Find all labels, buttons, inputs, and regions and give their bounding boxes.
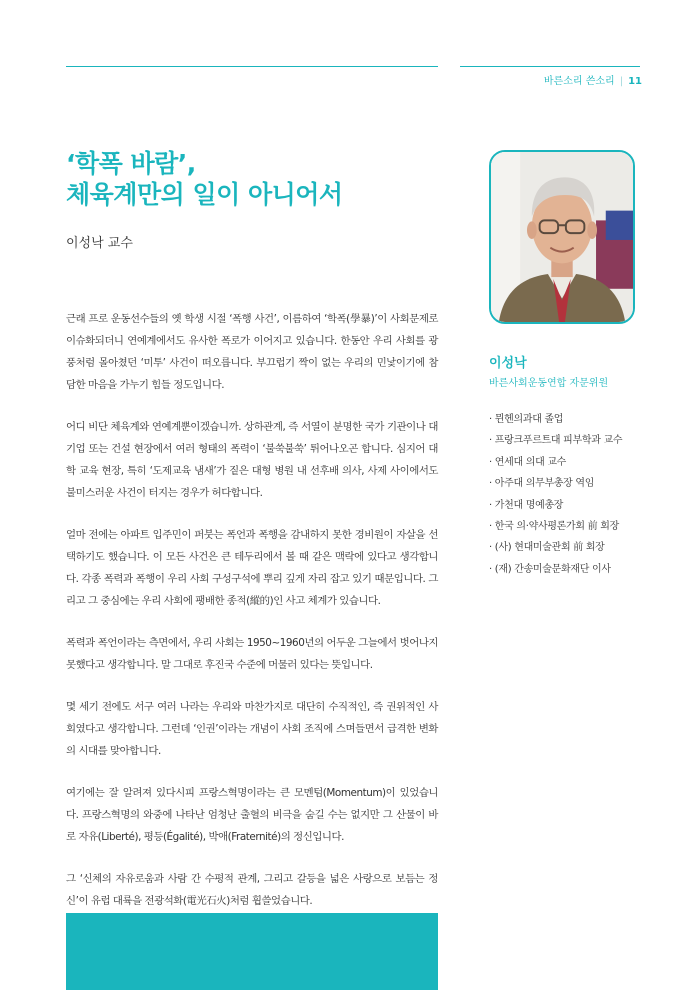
paragraph-4: 폭력과 폭언이라는 측면에서, 우리 사회는 1950~1960년의 어두운 그늘에서 벗어나지 못했다고 생각합니다. 말 그대로 후진국 수준에 머물러 있다는 뜻입니다.: [66, 637, 438, 671]
career-item: · 프랑크푸르트대 피부학과 교수: [489, 430, 689, 451]
section-label: 바른소리 쓴소리: [543, 76, 615, 87]
page-number: 11: [628, 76, 642, 87]
title-line-2: 체육계만의 일이 아니어서: [66, 180, 343, 209]
running-header: [544, 72, 642, 87]
career-item: · 연세대 의대 교수: [489, 452, 689, 473]
paragraph-7: 그 ‘신체의 자유로움과 사람 간 수평적 관계, 그리고 갈등을 넓은 사랑으로 보듬는 정신’이 유럽 대륙을 전광석화(電光石火)처럼 휩쓸었습니다.: [66, 873, 438, 907]
article-title: [66, 148, 446, 210]
career-item: · (재) 간송미술문화재단 이사: [489, 559, 689, 580]
article-body: [66, 308, 438, 932]
decorative-footer-block: [66, 913, 438, 990]
paragraph-2: 어디 비단 체육계와 연예계뿐이겠습니까. 상하관계, 즉 서열이 분명한 국가 기관이나 대기업 또는 건설 현장에서 여러 형태의 폭력이 ‘불쑥불쑥’ 튀어나오곤 합니다. 심지어 대학 교육 현장, 특히 ‘도제교육 냄새’가 짙은 대형 병원 내 선후배 의사, 사제 사이에서도 불미스러운 사건이 터지는 경우가 허다합니다.: [66, 421, 438, 499]
header-rule-left: [66, 66, 438, 67]
paragraph-1: 근래 프로 운동선수들의 옛 학생 시절 ‘폭행 사건’, 이름하여 ‘학폭(學暴)’이 사회문제로 이슈화되더니 연예계에서도 유사한 폭로가 이어지고 있습니다. 한동안 우리 사회를 광풍처럼 몰아쳤던 ‘미투’ 사건이 떠오릅니다. 부끄럽기 짝이 없는 우리의 민낯이기에 참담한 마음을 가누기 힘들 정도입니다.: [66, 313, 438, 391]
author-portrait: [489, 150, 635, 324]
author-byline: 이성낙 교수: [66, 236, 133, 251]
career-item: · 한국 의·약사평론가회 前 회장: [489, 516, 689, 537]
paragraph-6: 여기에는 잘 알려져 있다시피 프랑스혁명이라는 큰 모멘텀(Momentum)이 있었습니다. 프랑스혁명의 와중에 나타난 엄청난 출혈의 비극을 숨길 수는 없지만 그 산물이 바로 자유(Liberté), 평등(Égalité), 박애(Fraternité)의 정신입니다.: [66, 787, 438, 843]
career-item: · 가천대 명예총장: [489, 495, 689, 516]
profile-name: 이성낙: [489, 356, 527, 371]
profile-role: 바른사회운동연합 자문위원: [489, 378, 609, 389]
title-line-1: ‘학폭 바람’,: [66, 149, 196, 178]
header-separator: |: [619, 76, 624, 87]
career-item: · 아주대 의무부총장 역임: [489, 473, 689, 494]
header-rule-right: [460, 66, 640, 67]
career-item: · 뮌헨의과대 졸업: [489, 409, 689, 430]
portrait-illustration: [491, 152, 633, 322]
paragraph-5: 몇 세기 전에도 서구 여러 나라는 우리와 마찬가지로 대단히 수직적인, 즉 권위적인 사회였다고 생각합니다. 그런데 ‘인권’이라는 개념이 사회 조직에 스며들면서 급격한 변화의 시대를 맞아합니다.: [66, 701, 438, 757]
paragraph-3: 얼마 전에는 아파트 입주민이 퍼붓는 폭언과 폭행을 감내하지 못한 경비원이 자살을 선택하기도 했습니다. 이 모든 사건은 큰 테두리에서 볼 때 같은 맥락에 있다고 생각합니다. 각종 폭력과 폭행이 우리 사회 구성구석에 뿌리 깊게 자리 잡고 있기 때문입니다. 그리고 그 중심에는 우리 사회에 팽배한 종적(縱的)인 사고 체계가 있습니다.: [66, 529, 438, 607]
career-list: [489, 409, 689, 580]
career-item: · (사) 현대미술관회 前 회장: [489, 537, 689, 558]
